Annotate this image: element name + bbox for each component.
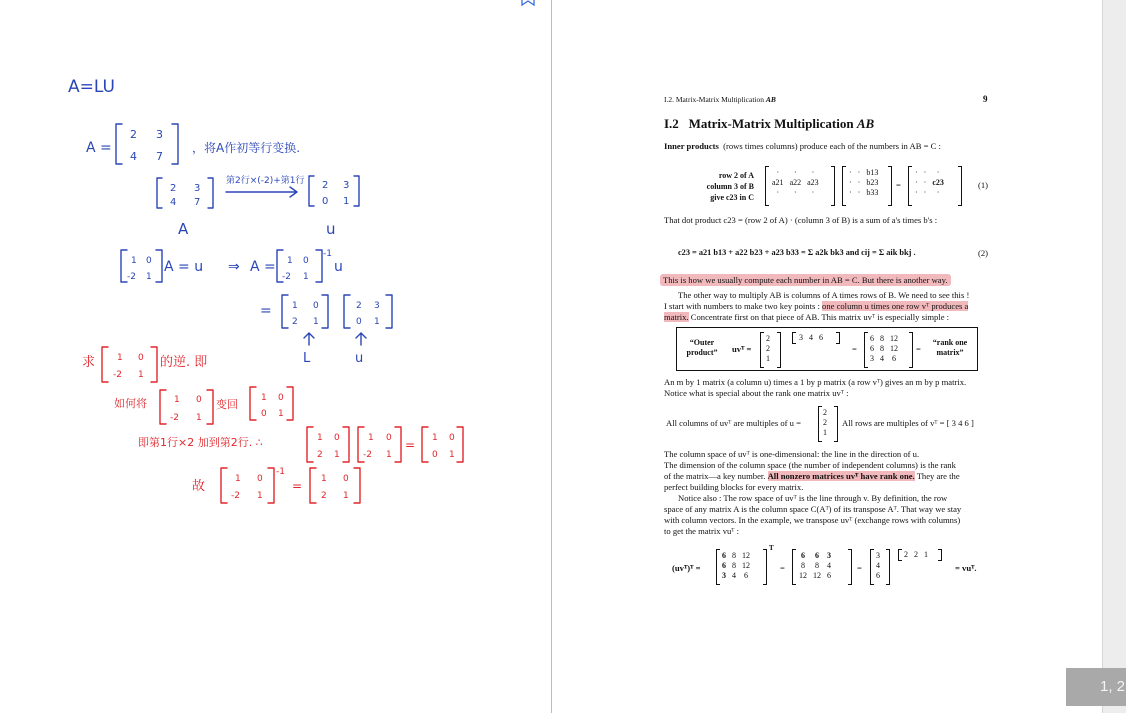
- svg-text:1: 1: [131, 256, 137, 266]
- svg-text:0: 0: [322, 196, 329, 207]
- svg-text:1: 1: [343, 491, 349, 501]
- svg-text:1: 1: [146, 272, 152, 282]
- svg-text:1: 1: [261, 393, 267, 403]
- section-title: I.2 Matrix-Matrix Multiplication AB: [664, 116, 875, 131]
- eq1-matrix-C: · · · · · c23 · · ·: [915, 168, 944, 197]
- svg-text:0: 0: [356, 317, 362, 327]
- label-U2: u: [355, 351, 364, 366]
- svg-text:1: 1: [386, 450, 392, 460]
- svg-text:1: 1: [432, 433, 438, 443]
- svg-text:0: 0: [261, 409, 267, 419]
- svg-text:-2: -2: [282, 272, 291, 282]
- svg-text:4: 4: [170, 197, 177, 208]
- outer-row-vector: 3 4 6: [799, 333, 823, 342]
- note-line3-mid: A =: [250, 259, 276, 275]
- svg-text:0: 0: [334, 433, 340, 443]
- running-head: I.2. Matrix-Matrix Multiplication AB: [664, 95, 776, 104]
- svg-text:1: 1: [196, 413, 202, 423]
- svg-text:1: 1: [117, 353, 123, 363]
- svg-text:3: 3: [194, 183, 201, 194]
- arrow-icon: [226, 187, 297, 197]
- svg-text:2: 2: [170, 183, 177, 194]
- svg-text:-2: -2: [363, 450, 372, 460]
- u-vector: 2 2 1: [823, 408, 827, 437]
- note-title: A=LU: [68, 77, 115, 97]
- svg-text:0: 0: [278, 393, 284, 403]
- svg-text:0: 0: [257, 474, 263, 484]
- svg-text:1: 1: [343, 196, 350, 207]
- svg-text:变回: 变回: [216, 398, 238, 411]
- svg-text:求: 求: [82, 355, 96, 370]
- svg-text:1: 1: [334, 450, 340, 460]
- svg-text:0: 0: [449, 433, 455, 443]
- m1-b: 3: [156, 128, 163, 141]
- svg-text:0: 0: [146, 256, 152, 266]
- usual-line: This is how we usually compute each number in AB = C. But there is another way.: [660, 275, 951, 286]
- svg-text:-2: -2: [170, 413, 179, 423]
- svg-text:1: 1: [303, 272, 309, 282]
- svg-text:-2: -2: [127, 272, 136, 282]
- note-line1-label: A =: [86, 140, 112, 156]
- label-U: u: [326, 220, 336, 238]
- eq1-matrix-B: · · b13 · · b23 · · b33: [849, 168, 879, 197]
- svg-text:-2: -2: [231, 491, 240, 501]
- page-indicator: 1, 2: [1066, 668, 1126, 706]
- dot-product-line: That dot product c23 = (row 2 of A) · (column 3 of B) is a sum of a's times b's :: [664, 215, 938, 225]
- svg-text:0: 0: [196, 395, 202, 405]
- note-red4: 故: [192, 479, 206, 494]
- svg-text:0: 0: [138, 353, 144, 363]
- svg-text:=: =: [405, 438, 416, 452]
- svg-text:1: 1: [235, 474, 241, 484]
- inner-products-line: Inner products (rows times columns) produce each of the numbers in AB = C :: [664, 141, 941, 151]
- outer-col-vector: 2 2 1: [766, 334, 770, 363]
- svg-text:0: 0: [386, 433, 392, 443]
- eq2: c23 = a21 b13 + a22 b23 + a23 b33 = Σ a2k bk3 and cij = Σ aik bkj .: [678, 248, 916, 257]
- notes-page: [0, 0, 551, 713]
- svg-text:0: 0: [432, 450, 438, 460]
- eq1-matrix-A: · · · a21 a22 a23 · · ·: [772, 168, 819, 197]
- final-matrix-2: 6 6 3 8 8 4 12 12 6: [799, 551, 831, 580]
- bracket-right: [172, 124, 178, 164]
- label-A: A: [178, 220, 189, 238]
- svg-text:1: 1: [449, 450, 455, 460]
- note-red3: 即第1行×2 加到第2行. ∴: [138, 436, 263, 449]
- svg-text:1: 1: [278, 409, 284, 419]
- eq1-labels: row 2 of A column 3 of B give c23 in C: [706, 171, 754, 202]
- svg-text:1: 1: [374, 317, 380, 327]
- svg-text:-1: -1: [276, 467, 285, 477]
- handwriting-layer: [0, 0, 551, 713]
- svg-text:3: 3: [343, 180, 350, 191]
- page-number: 9: [983, 94, 988, 104]
- note-red2: 如何将: [114, 397, 147, 410]
- svg-text:7: 7: [194, 197, 201, 208]
- svg-text:1: 1: [368, 433, 374, 443]
- svg-text:1: 1: [313, 317, 319, 327]
- svg-text:=: =: [260, 303, 272, 319]
- note-line3-left: A = u: [164, 259, 204, 275]
- svg-text:⇒: ⇒: [228, 259, 240, 275]
- svg-text:0: 0: [313, 301, 319, 311]
- svg-text:-2: -2: [113, 370, 122, 380]
- final-row-vector: 2 2 1: [904, 550, 928, 559]
- vertical-scrollbar[interactable]: [1102, 0, 1126, 713]
- note-line1-comment: ，将A作初等行变换.: [192, 141, 301, 155]
- svg-text:1: 1: [321, 474, 327, 484]
- note-line3-right: u: [334, 259, 343, 275]
- svg-text:3: 3: [374, 301, 380, 311]
- final-col-vector: 3 4 6: [876, 551, 880, 580]
- label-L: L: [303, 351, 311, 366]
- svg-text:0: 0: [343, 474, 349, 484]
- m1-c: 4: [130, 150, 137, 163]
- svg-text:1: 1: [317, 433, 323, 443]
- book-page: I.2. Matrix-Matrix Multiplication AB 9 I.2 Matrix-Matrix Multiplication AB Inner products (rows times columns) produce each of the numbers in AB = C : row 2 of A column 3 of B give c23 in C · · · a21 a22 a23 · · · · · b13 · · b23 · · b33 = · · · · · c23 · · · (1) That dot product c23 = (row 2 of A) · (column 3 of B) is a sum of a's times b's : c23 = a21 b13 + a22 b23 + a23 b33 = Σ a2k bk3 and cij = Σ aik bkj . (2) This is how we usually compute each number in AB = C. But there is another way. The other way to multiply AB is columns of A times rows of B. We need to see this ! I start with numbers to make two key points : one column u times one row vᵀ produces a matrix. Concentrate first on that piece of AB. This matrix uvᵀ is especially simple : “Outer product” uvᵀ = 2 2 1 3 4 6 = 6 8 12 6 8 12 3 4 6 = “rank one matrix” An m by 1 matrix (a column u) times a 1 by p matrix (a row vᵀ) gives an m by p matrix. Notice what is special about the rank one matrix uvᵀ : All columns of uvᵀ are multiples of u = 2 2 1 All rows are multiples of vᵀ = [ 3 4 6 ] The column space of uvᵀ is one-dimensional: the line in the direction of u. The dimension of the column space (the number of independent columns) is the rank of the matrix—a key number. All nonzero matrices uvᵀ have rank one. They are the perfect building blocks for every matrix. Notice also : The row space of uvᵀ is the line through v. By definition, the row space of any matrix A is the column space C(Aᵀ) of its transpose Aᵀ. That way we stay with column vectors. In the example, we transpose uvᵀ (exchange rows with columns) to get the matrix vuᵀ : (uvᵀ)ᵀ = 6 8 12 6 8 12 3 4 6 T = 6 6 3 8 8 4 12 12 6 = 3 4 6 2 2 1 = vuᵀ.: [552, 0, 1102, 713]
- note-red1-tail: 的逆. 即: [160, 355, 208, 370]
- svg-text:=: =: [292, 479, 303, 493]
- m1-d: 7: [156, 150, 163, 163]
- note-arrow-label: 第2行×(-2)+第1行: [226, 176, 305, 186]
- svg-text:-1: -1: [323, 249, 332, 259]
- svg-text:2: 2: [317, 450, 323, 460]
- outer-result-matrix: 6 8 12 6 8 12 3 4 6: [870, 334, 898, 363]
- svg-text:2: 2: [321, 491, 327, 501]
- svg-text:1: 1: [138, 370, 144, 380]
- svg-text:2: 2: [292, 317, 298, 327]
- final-matrix-1: 6 8 12 6 8 12 3 4 6: [722, 551, 750, 580]
- bracket-left: [116, 124, 122, 164]
- svg-text:1: 1: [292, 301, 298, 311]
- svg-text:1: 1: [287, 256, 293, 266]
- m1-a: 2: [130, 128, 137, 141]
- svg-text:0: 0: [303, 256, 309, 266]
- svg-text:1: 1: [257, 491, 263, 501]
- svg-text:2: 2: [322, 180, 329, 191]
- svg-text:1: 1: [174, 395, 180, 405]
- svg-text:2: 2: [356, 301, 362, 311]
